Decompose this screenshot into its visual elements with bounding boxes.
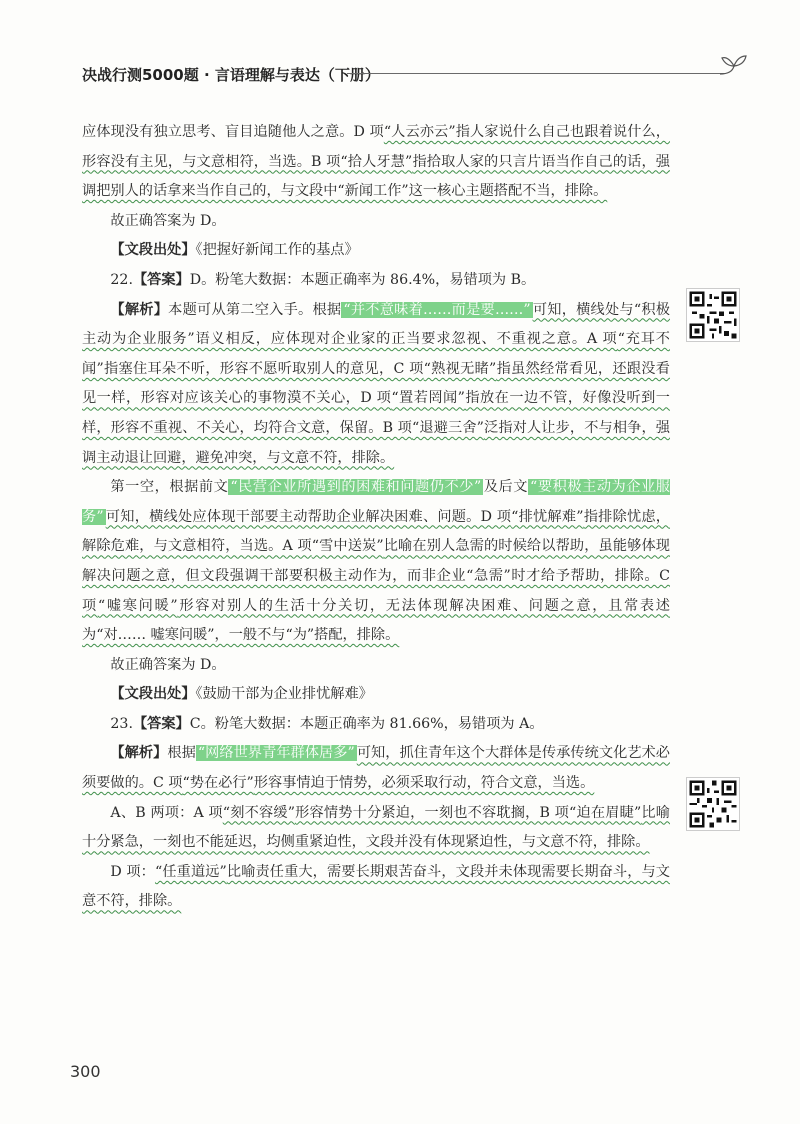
page-number: 300 xyxy=(70,1062,101,1081)
source-line xyxy=(82,680,670,710)
idiom: “雪中送炭” xyxy=(311,538,384,555)
idiom: “嘘寒问暖” xyxy=(97,597,178,614)
analysis-tag: 【解析】 xyxy=(110,745,168,762)
question-answer: 22.【答案】D。粉笔大数据：本题正确率为 86.4%，易错项为 B。 xyxy=(110,271,536,288)
highlight: “民营企业所遇到的困难和问题仍不少” xyxy=(230,479,482,496)
paragraph: 第一空，根据前文 “民营企业所遇到的困难和问题仍不少” 及后文 “要积极主动为企业服务” 可知，横线处应体现干部要主动帮助企业解决困难、问题。D 项“排忧解难”指排除忧虑，解除危难，与文意相符，当选。A 项“雪中送炭”比喻在别人急需的时候给以帮助，虽能够体现解决问题之意，但文段强调干部要积极主动作为，而非企业“急需”时才给予帮助，排除。C 项“嘘寒问暖”形容对别人的生活十分关切，无法体现解决困难、问题之意，且常表述为“对…… 嘘寒问暖”，一般不与“为”搭配，排除。 xyxy=(82,479,670,644)
source-tag: 【文段出处】 xyxy=(110,686,196,703)
paragraph: D 项：“任重道远”比喻责任重大，需要长期艰苦奋斗，文段并未体现需要长期奋斗，与文意不符，排除。 xyxy=(82,863,670,910)
question-number: 22. xyxy=(110,271,133,288)
source-line xyxy=(82,236,670,266)
idiom: “退避三舍” xyxy=(412,419,484,436)
answer-tag: 【答案】 xyxy=(132,715,190,732)
question-answer: 23.【答案】C。粉笔大数据：本题正确率为 81.66%，易错项为 A。 xyxy=(110,715,544,732)
analysis-paragraph: 【解析】根据 “网络世界青年群体居多” 可知，抓住青年这个大群体是传承传统文化艺术必须要做的。C 项“势在必行”形容事情迫于情势，必须采取行动，符合文意，当选。 xyxy=(82,745,670,792)
analysis-tag: 【解析】 xyxy=(110,301,169,318)
highlight: “并不意味着……而是要……” xyxy=(343,301,531,318)
answer-line: 故正确答案为 D。 xyxy=(110,212,226,229)
paragraph: A、B 两项：A 项“刻不容缓”形容情势十分紧迫，一刻也不容耽搁，B 项“迫在眉睫”比喻十分紧急，一刻也不能延迟，均侧重紧迫性，文段并没有体现紧迫性，与文意不符，排除。 xyxy=(82,804,670,851)
source-title: 《把握好新闻工作的基点》 xyxy=(195,242,359,259)
question-number: 23. xyxy=(110,715,133,732)
idiom: “充耳不闻” xyxy=(82,331,670,377)
idiom: “势在必行” xyxy=(182,775,254,792)
sprout-icon xyxy=(718,52,748,80)
idiom: “排忧解难” xyxy=(511,508,584,525)
page-body xyxy=(82,118,670,917)
source-title: 《鼓励干部为企业排忧解难》 xyxy=(195,686,373,703)
idiom: “拾人牙慧” xyxy=(340,153,413,170)
header-rule xyxy=(347,73,726,74)
qr-code-icon[interactable] xyxy=(686,288,740,342)
idiom: “刻不容缓” xyxy=(222,804,295,821)
idiom: “迫在眉睫” xyxy=(569,804,642,821)
idiom: “任重道远” xyxy=(154,863,227,880)
idiom: “熟视无睹” xyxy=(423,360,497,377)
paragraph: 应体现没有独立思考、盲目追随他人之意。D 项“人云亦云”指人家说什么自己也跟着说什么，形容没有主见，与文意相符，当选。B 项“拾人牙慧”指拾取人家的只言片语当作自己的话，强调把别人的话拿来当作自己的，与文段中“新闻工作”这一核心主题搭配不当，排除。 xyxy=(82,124,670,200)
highlight: “网络世界青年群体居多” xyxy=(197,745,355,762)
idiom: “置若罔闻” xyxy=(391,390,465,407)
book-title: 决战行测5000题 · 言语理解与表达（下册） xyxy=(82,66,380,84)
source-tag: 【文段出处】 xyxy=(110,242,196,259)
answer-tag: 【答案】 xyxy=(132,271,190,288)
qr-code-icon[interactable] xyxy=(686,777,740,831)
answer-line: 故正确答案为 D。 xyxy=(110,656,226,673)
idiom: “人云亦云” xyxy=(383,124,456,140)
running-header xyxy=(82,60,748,90)
analysis-paragraph: 【解析】本题可从第二空入手。根据 “并不意味着……而是要……” 可知，横线处与“积极主动为企业服务”语义相反，应体现对企业家的正当要求忽视、不重视之意。A 项“充耳不闻”指塞住耳朵不听，形容不愿听取别人的意见，C 项“熟视无睹”指虽然经常看见，还跟没看见一样，形容对应该关心的事物漠不关心，D 项“置若罔闻”指放在一边不管，好像没听到一样，形容不重视、不关心，均符合文意，保留。B 项“退避三舍”泛指对人让步，不与相争，强调主动退让回避，避免冲突，与文意不符，排除。 xyxy=(82,301,670,466)
highlight: “要积极主动为企业服务” xyxy=(82,479,670,525)
